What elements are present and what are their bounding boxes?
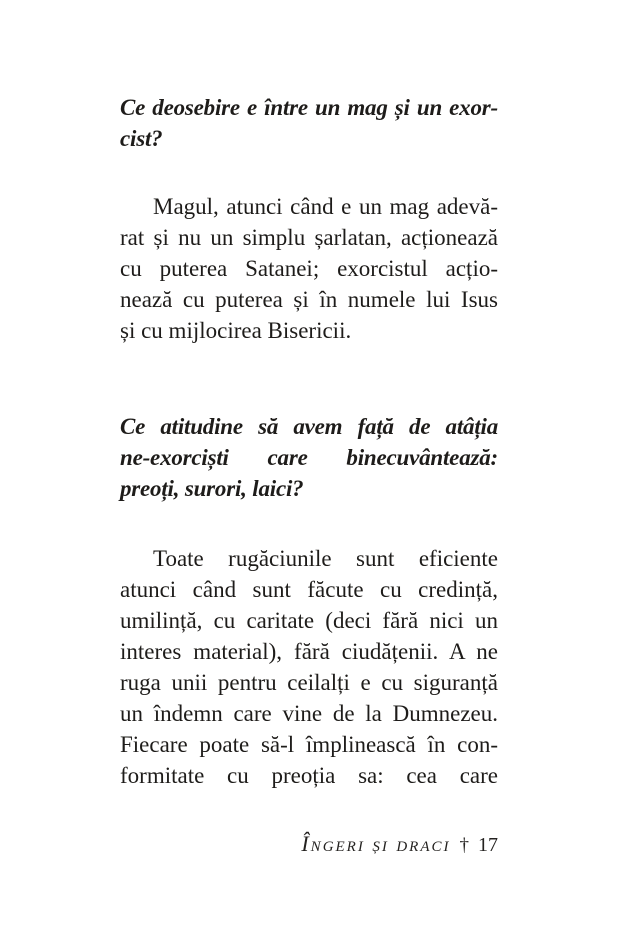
running-title: Îngeri și draci <box>301 831 451 856</box>
heading-line: preoți, surori, laici? <box>120 476 304 501</box>
dagger-icon: † <box>459 835 469 856</box>
body-line: Toate rugăciunile sunt eficiente <box>153 546 498 571</box>
heading-line: cist? <box>120 126 163 151</box>
body-line: formitate cu preoția sa: cea care <box>120 763 498 788</box>
body-line: atunci când sunt făcute cu credință, <box>120 577 498 602</box>
body-line: și cu mijlocirea Bisericii. <box>120 318 352 343</box>
page-footer <box>120 831 498 857</box>
answer-paragraph-1 <box>120 191 498 346</box>
text-block <box>120 92 498 857</box>
body-line: cu puterea Satanei; exorcistul acțio- <box>120 256 498 281</box>
heading-line: ne-exorciști care binecuvântează: <box>120 445 498 470</box>
body-line: umilință, cu caritate (deci fără nici un <box>120 608 498 633</box>
answer-paragraph-2 <box>120 543 498 791</box>
body-line: un îndemn care vine de la Dumnezeu. <box>120 701 498 726</box>
page-number: 17 <box>478 834 498 856</box>
heading-line: Ce deosebire e între un mag și un exor- <box>120 95 498 120</box>
heading-line: Ce atitudine să avem față de atâția <box>120 414 498 439</box>
body-line: ruga unii pentru ceilalți e cu siguranță <box>120 670 498 695</box>
body-line: Fiecare poate să-l împlinească în con- <box>120 732 498 757</box>
body-line: Magul, atunci când e un mag adevă- <box>153 194 498 219</box>
body-line: rat și nu un simplu șarlatan, acționează <box>120 225 498 250</box>
body-line: interes material), fără ciudățenii. A ne <box>120 639 498 664</box>
body-line: nează cu puterea și în numele lui Isus <box>120 287 498 312</box>
question-heading-1 <box>120 92 498 154</box>
question-heading-2 <box>120 411 498 504</box>
